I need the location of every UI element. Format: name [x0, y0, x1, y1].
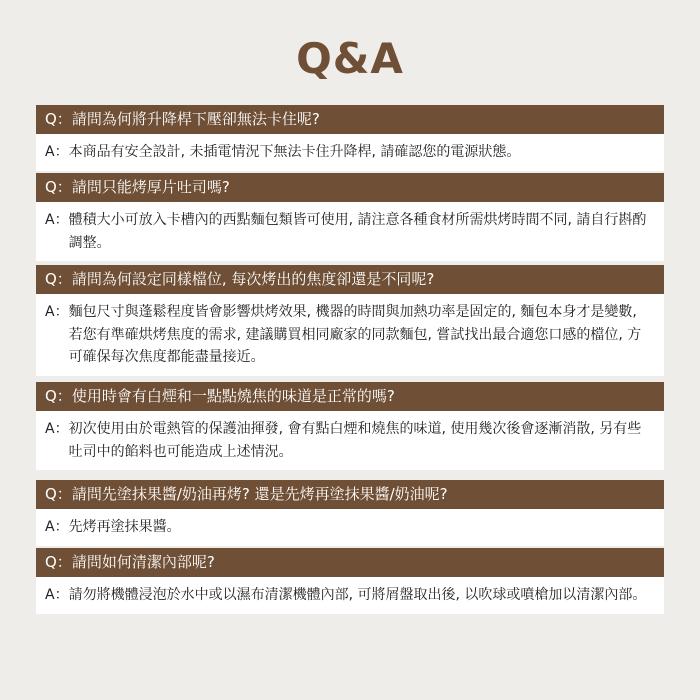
- answer-prefix: A：: [45, 212, 69, 228]
- question-prefix: Q：: [45, 387, 72, 405]
- answer-box: [36, 577, 664, 614]
- answer-prefix: A：: [45, 304, 69, 320]
- question-text: 請問只能烤厚片吐司嗎?: [71, 178, 230, 196]
- qa-item-2: [36, 173, 664, 261]
- question-text: 請問先塗抹果醬/奶油再烤? 還是先烤再塗抹果醬/奶油呢?: [71, 485, 448, 503]
- answer-box: [36, 509, 664, 546]
- question-bar: [36, 173, 664, 202]
- question-prefix: Q：: [45, 485, 72, 503]
- page-title: Q&A: [296, 34, 404, 83]
- answer-prefix: A：: [45, 519, 69, 535]
- question-bar: [36, 105, 664, 134]
- answer-box: [36, 134, 664, 171]
- question-prefix: Q：: [45, 553, 72, 571]
- question-prefix: Q：: [45, 178, 72, 196]
- answer-prefix: A：: [45, 587, 69, 603]
- question-text: 請問如何清潔內部呢?: [71, 553, 215, 571]
- answer-prefix: A：: [45, 421, 69, 437]
- question-prefix: Q：: [45, 270, 72, 288]
- qa-item-3: [36, 265, 664, 376]
- answer-text: 初次使用由於電熱管的保護油揮發, 會有點白煙和燒焦的味道, 使用幾次後會逐漸消散, 另有些吐司中的餡料也可能造成上述情況。: [68, 421, 642, 460]
- answer-prefix: A：: [45, 144, 69, 160]
- question-text: 使用時會有白煙和一點點燒焦的味道是正常的嗎?: [71, 387, 395, 405]
- qa-item-4: [36, 382, 664, 470]
- question-bar: [36, 382, 664, 411]
- question-bar: [36, 480, 664, 509]
- question-prefix: Q：: [45, 110, 72, 128]
- answer-text: 請勿將機體浸泡於水中或以濕布清潔機體內部, 可將屑盤取出後, 以吹球或噴槍加以清潔內部。: [68, 587, 647, 603]
- answer-box: [36, 202, 664, 261]
- question-bar: [36, 548, 664, 577]
- qa-item-5: [36, 480, 664, 546]
- question-bar: [36, 265, 664, 294]
- question-text: 請問為何設定同樣檔位, 每次烤出的焦度卻還是不同呢?: [71, 270, 435, 288]
- qa-item-1: [36, 105, 664, 171]
- answer-text: 體積大小可放入卡槽內的西點麵包類皆可使用, 請注意各種食材所需烘烤時間不同, 請自行斟酌調整。: [68, 212, 647, 251]
- answer-box: [36, 294, 664, 376]
- question-text: 請問為何將升降桿下壓卻無法卡住呢?: [71, 110, 320, 128]
- answer-box: [36, 411, 664, 470]
- answer-text: 本商品有安全設計, 未插電情況下無法卡住升降桿, 請確認您的電源狀態。: [68, 144, 521, 160]
- answer-text: 先烤再塗抹果醬。: [68, 519, 181, 535]
- answer-text: 麵包尺寸與蓬鬆程度皆會影響烘烤效果, 機器的時間與加熱功率是固定的, 麵包本身才是變數, 若您有準確烘烤焦度的需求, 建議購買相同廠家的同款麵包, 嘗試找出最合適您口感的檔位, 方可確保每次焦度都能盡量接近。: [68, 304, 642, 365]
- qa-item-6: [36, 548, 664, 614]
